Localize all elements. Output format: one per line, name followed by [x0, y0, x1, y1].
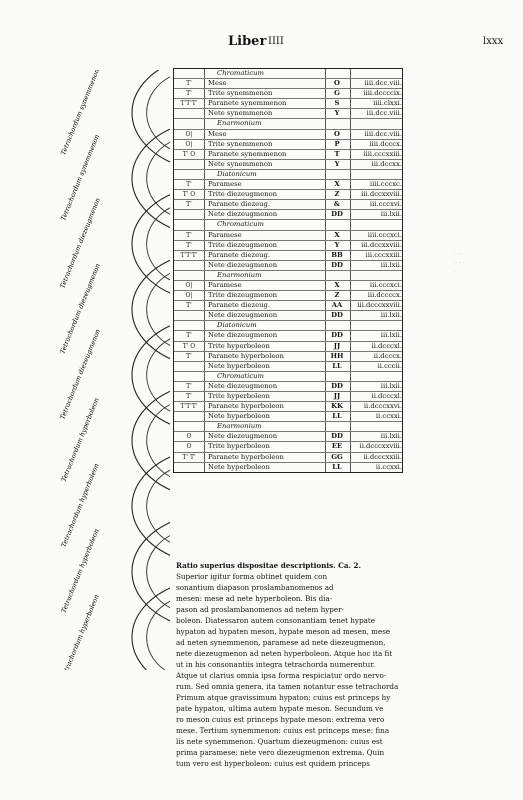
inner-arc	[147, 405, 170, 477]
outer-arc	[132, 588, 170, 670]
row-letter: X	[334, 230, 340, 239]
row-string-name: Enarmonium	[217, 422, 262, 431]
row-string-name: Paramese	[208, 230, 242, 239]
row-letter: Y	[334, 109, 340, 118]
table-section-row	[174, 170, 402, 180]
outer-arc	[132, 391, 170, 489]
row-number: ii.dcccxxvi.	[363, 402, 402, 411]
row-string-name: Chromaticum	[217, 69, 264, 77]
table-section-row	[174, 422, 402, 432]
outer-arc	[132, 523, 170, 621]
row-number: iiii.clxxi.	[373, 99, 402, 108]
arc-label: Tetrachordum hyperboleon	[59, 462, 101, 549]
arcs-svg	[30, 70, 180, 670]
inner-arc	[147, 470, 170, 542]
text-line: Superior igitur forma obtinet quidem con	[176, 572, 328, 581]
row-number: iii.dccxxviii.	[361, 240, 402, 249]
row-string-name: Paranete diezeug.	[208, 200, 270, 209]
row-string-name: Nete hyperboleon	[208, 412, 270, 421]
text-line: ro meson cuius est princeps hypate meson: extrema vero	[176, 715, 385, 724]
text-line: boleon. Diatessaron autem consonantiam tenet hypate	[176, 616, 376, 625]
row-number: iii.lxii.	[380, 331, 402, 340]
folio-number: lxxx	[483, 36, 504, 47]
row-number: iii.lxii.	[380, 381, 402, 390]
row-string-name: Chromaticum	[217, 371, 264, 380]
table-row	[174, 392, 402, 402]
row-symbol: T' T'	[182, 453, 196, 461]
text-line: ad neten synemmenon, paramese ad nete diezeugmenon,	[176, 638, 386, 647]
text-line: pason ad proslambanomenos ad netem hyper-	[176, 605, 344, 614]
chapter-text	[176, 560, 404, 769]
outer-arc	[132, 326, 170, 424]
row-letter: BB	[331, 250, 343, 259]
row-number: ii.ccxxi.	[375, 412, 402, 421]
row-number: iii.dccxxviii.	[361, 190, 402, 199]
row-string-name: Nete diezeugmenon	[208, 210, 278, 219]
row-string-name: Nete diezeugmenon	[208, 432, 278, 441]
table-row	[174, 190, 402, 200]
row-letter: LL	[332, 361, 342, 370]
arc-label: Tetrachordum synemmenon	[59, 70, 102, 157]
outer-arc	[132, 70, 170, 162]
table-row	[174, 291, 402, 301]
row-number: iii.dccxx.	[371, 159, 402, 168]
row-letter: P	[334, 139, 340, 148]
row-symbol: T'	[186, 393, 192, 400]
row-string-name: Enarmonium	[217, 270, 262, 279]
row-symbol: T'T'T'	[180, 251, 198, 259]
row-string-name: Chromaticum	[217, 220, 264, 229]
row-letter: O	[334, 79, 340, 88]
chapter-body	[176, 571, 404, 769]
row-string-name: Paranete diezeug.	[208, 301, 270, 310]
row-string-name: Diatonicum	[217, 321, 257, 330]
table-row	[174, 210, 402, 220]
row-letter: DD	[331, 260, 343, 269]
row-symbol: T'	[186, 201, 192, 209]
table-row	[174, 231, 402, 241]
row-letter: G	[334, 89, 340, 98]
table-row	[174, 382, 402, 392]
row-symbol: T'T'T'	[180, 100, 198, 108]
table-row	[174, 432, 402, 442]
row-symbol: O|	[185, 130, 193, 138]
running-title: Liber	[228, 34, 267, 49]
row-letter: DD	[331, 331, 343, 340]
row-letter: X	[334, 280, 340, 289]
text-line: mesen: mese ad nete hyperboleon. Bis dia-	[176, 594, 333, 603]
row-string-name: Paramese	[208, 280, 242, 289]
arc-label: Tetrachordum diezeugmenon	[58, 327, 102, 421]
row-symbol: O	[186, 443, 192, 451]
row-letter: JJ	[333, 392, 341, 400]
row-letter: DD	[331, 311, 343, 320]
row-number: ii.dcccx.	[373, 351, 402, 360]
row-letter: AA	[331, 301, 343, 310]
row-letter: EE	[331, 442, 343, 451]
row-symbol: T'	[186, 90, 192, 98]
row-letter: DD	[331, 210, 343, 219]
book-number: IIII	[268, 36, 284, 47]
row-string-name: Paranete hyperboleon	[208, 351, 284, 360]
table-section-row	[174, 220, 402, 230]
row-string-name: Trite diezeugmenon	[208, 291, 278, 300]
table-row	[174, 442, 402, 452]
arc-label: Tetrachordum hyperboleon	[59, 527, 101, 615]
row-letter: T	[334, 149, 340, 158]
row-string-name: Nete synemmenon	[208, 109, 273, 118]
row-letter: KK	[331, 402, 343, 411]
table-row	[174, 362, 402, 372]
row-string-name: Nete hyperboleon	[208, 361, 270, 370]
row-number: iiii.dcc.viii.	[364, 79, 402, 88]
row-number: ii.dcccxxviii.	[359, 442, 402, 451]
bleed-through-margin: · · · · · ·	[455, 251, 465, 276]
row-number: iii.cccxvi.	[369, 200, 402, 209]
row-number: iiii.dccccix.	[363, 89, 402, 98]
table-row	[174, 251, 402, 261]
table-row	[174, 99, 402, 109]
row-symbol: O|	[185, 281, 193, 289]
row-number: iii.cccxxiii.	[365, 250, 402, 259]
table-row	[174, 342, 402, 352]
text-line: mese. Tertium synemmenon: cuius est princeps mese: fina	[176, 726, 390, 735]
row-number: iii.lxii.	[380, 432, 402, 441]
table-row	[174, 331, 402, 341]
row-symbol: O|	[185, 292, 193, 300]
text-line: rum. Sed omnia genera, ita tamen notantur esse tetrachorda	[176, 682, 399, 691]
row-number: iii.dcccxxviii.	[357, 301, 402, 310]
row-symbol: T'	[186, 382, 192, 390]
inner-arc	[147, 601, 170, 670]
inner-arc	[147, 339, 170, 411]
table-section-row	[174, 321, 402, 331]
row-number: ii.dcccxxiii.	[363, 452, 402, 461]
row-number: iii.lxii.	[380, 260, 402, 269]
row-symbol: T'T'T'	[180, 403, 198, 411]
row-symbol: T'	[186, 241, 192, 249]
text-line: prima paramese: nete vero diezeugmenon extrema. Quin	[176, 748, 385, 757]
row-string-name: Nete diezeugmenon	[208, 381, 278, 390]
row-string-name: Mese	[208, 129, 227, 138]
outer-arc	[132, 260, 170, 358]
row-number: ii.cccii.	[377, 361, 402, 370]
row-symbol: T' O	[182, 150, 196, 158]
text-line: sonantium diapason proslambanomenos ad	[176, 583, 334, 592]
table-section-row	[174, 119, 402, 129]
text-line: nete diezeugmenon ad neten hyperboleon. Atque hoc ita fit	[176, 649, 393, 658]
outer-arc	[132, 129, 170, 227]
row-number: iiii.cccxc.	[369, 180, 402, 189]
table-row	[174, 130, 402, 140]
row-number: iii.dcc.viii.	[366, 109, 402, 118]
tetrachord-arcs-diagram	[30, 70, 180, 670]
text-line: lis nete synemmenon. Quartum diezeugmenon: cuius est	[176, 737, 383, 746]
arc-label: Tetrachordum synemmenon	[59, 133, 102, 222]
arc-label: Tetrachordum hyperboleon	[59, 396, 101, 483]
row-letter: Y	[334, 159, 340, 168]
arc-label: Tetrachordum hyperboleon	[59, 593, 101, 670]
row-string-name: Paranete hyperboleon	[208, 452, 284, 461]
table-row	[174, 89, 402, 99]
row-string-name: Trite diezeugmenon	[208, 240, 278, 249]
text-line: pate hypaton, ultima autem hypate meson. Secundum ve	[176, 704, 384, 713]
row-number: iiii.dcc.viii.	[364, 129, 402, 138]
row-string-name: Trite hyperboleon	[208, 442, 270, 451]
row-string-name: Paranete synemmenon	[208, 149, 287, 158]
table-row	[174, 79, 402, 89]
row-string-name: Nete diezeugmenon	[208, 311, 278, 320]
table-row	[174, 352, 402, 362]
row-number: iii.lxii.	[380, 311, 402, 320]
row-string-name: Diatonicum	[217, 169, 257, 178]
row-number: iii.cccxci.	[369, 280, 402, 289]
inner-arc	[147, 142, 170, 214]
table-row	[174, 311, 402, 321]
row-number: iii.lxii.	[380, 210, 402, 219]
row-letter: Z	[334, 190, 340, 199]
row-string-name: Trite hyperboleon	[208, 341, 270, 350]
row-string-name: Paranete hyperboleon	[208, 402, 284, 411]
row-symbol: T'	[186, 302, 192, 310]
row-string-name: Trite synemmenon	[208, 89, 273, 98]
row-string-name: Enarmonium	[217, 119, 262, 128]
row-string-name: Paranete diezeug.	[208, 250, 270, 259]
row-letter: GG	[331, 452, 343, 461]
row-number: iiii.cccxxiii.	[363, 149, 402, 158]
table-row	[174, 140, 402, 150]
row-letter: X	[334, 180, 340, 189]
row-letter: O	[334, 129, 340, 138]
row-string-name: Paramese	[208, 180, 242, 189]
arc-label: Tetrachordum diezeugmenon	[58, 262, 102, 356]
table-section-row	[174, 372, 402, 382]
text-line: hypaton ad hypaten meson, hypate meson ad mesen, mese	[176, 627, 391, 636]
outer-arc	[132, 195, 170, 293]
row-number: iii.dccccx.	[367, 291, 402, 300]
text-line: Atque ut clarius omnia ipsa forma respiciatur ordo nervo-	[176, 671, 387, 680]
table-section-row	[174, 271, 402, 281]
row-string-name: Paranete synemmenon	[208, 99, 287, 108]
row-symbol: T'	[186, 352, 192, 360]
table-row	[174, 453, 402, 463]
row-string-name: Nete diezeugmenon	[208, 260, 278, 269]
page-header	[0, 34, 523, 52]
row-letter: &	[333, 200, 341, 209]
row-letter: DD	[331, 381, 343, 390]
row-letter: LL	[332, 462, 342, 471]
arc-label: Tetrachordum diezeugmenon	[58, 196, 102, 290]
row-symbol: O	[186, 433, 192, 441]
row-string-name: Trite diezeugmenon	[208, 190, 278, 199]
row-letter: HH	[330, 351, 344, 360]
row-string-name: Nete hyperboleon	[208, 462, 270, 471]
chapter-caption: Ratio superius dispositae descriptionis. Ca. 2.	[176, 561, 362, 570]
monochord-table	[173, 68, 403, 473]
text-line: Primum atque gravissimum hypaton: cuius est princeps hy	[176, 693, 391, 702]
row-number: ii.ccxxi.	[375, 462, 402, 471]
row-letter: S	[334, 99, 340, 108]
inner-arc	[147, 208, 170, 280]
row-string-name: Mese	[208, 79, 227, 88]
text-line: tum vero est hyperboleon: cuius est quidem princeps	[176, 759, 370, 768]
row-symbol: O|	[185, 140, 193, 148]
table-section-row	[174, 69, 402, 79]
row-number: iiii.dcccx.	[369, 139, 402, 148]
table-row	[174, 109, 402, 119]
table-row	[174, 281, 402, 291]
row-symbol: T'	[186, 231, 192, 239]
table-row	[174, 200, 402, 210]
row-symbol: T' O	[182, 191, 196, 199]
outer-arc	[132, 457, 170, 555]
table-row	[174, 463, 402, 472]
row-string-name: Trite hyperboleon	[208, 392, 270, 400]
table-row	[174, 160, 402, 170]
table-row	[174, 412, 402, 422]
row-letter: Y	[334, 240, 340, 249]
row-letter: DD	[331, 432, 343, 441]
table-row	[174, 241, 402, 251]
row-letter: Z	[334, 291, 340, 300]
inner-arc	[147, 536, 170, 608]
table-row	[174, 150, 402, 160]
row-symbol: T'	[186, 181, 192, 189]
inner-arc	[147, 273, 170, 345]
table-row	[174, 180, 402, 190]
row-letter: JJ	[333, 341, 341, 350]
row-string-name: Nete synemmenon	[208, 159, 273, 168]
text-line: ut in his consonantiis integra tetrachorda numerentur.	[176, 660, 376, 669]
row-string-name: Trite synemmenon	[208, 139, 273, 148]
row-symbol: T'	[186, 332, 192, 340]
row-number: iiii.cccxci.	[367, 230, 402, 239]
inner-arc	[147, 77, 170, 149]
table-row	[174, 402, 402, 412]
row-number: ii.dcccxl.	[371, 392, 402, 400]
row-letter: LL	[332, 412, 342, 421]
row-string-name: Nete diezeugmenon	[208, 331, 278, 340]
row-number: ii.dcccxl.	[371, 341, 402, 350]
row-symbol: T'	[186, 80, 192, 88]
table-row	[174, 301, 402, 311]
row-symbol: T' O	[182, 342, 196, 350]
table-row	[174, 261, 402, 271]
